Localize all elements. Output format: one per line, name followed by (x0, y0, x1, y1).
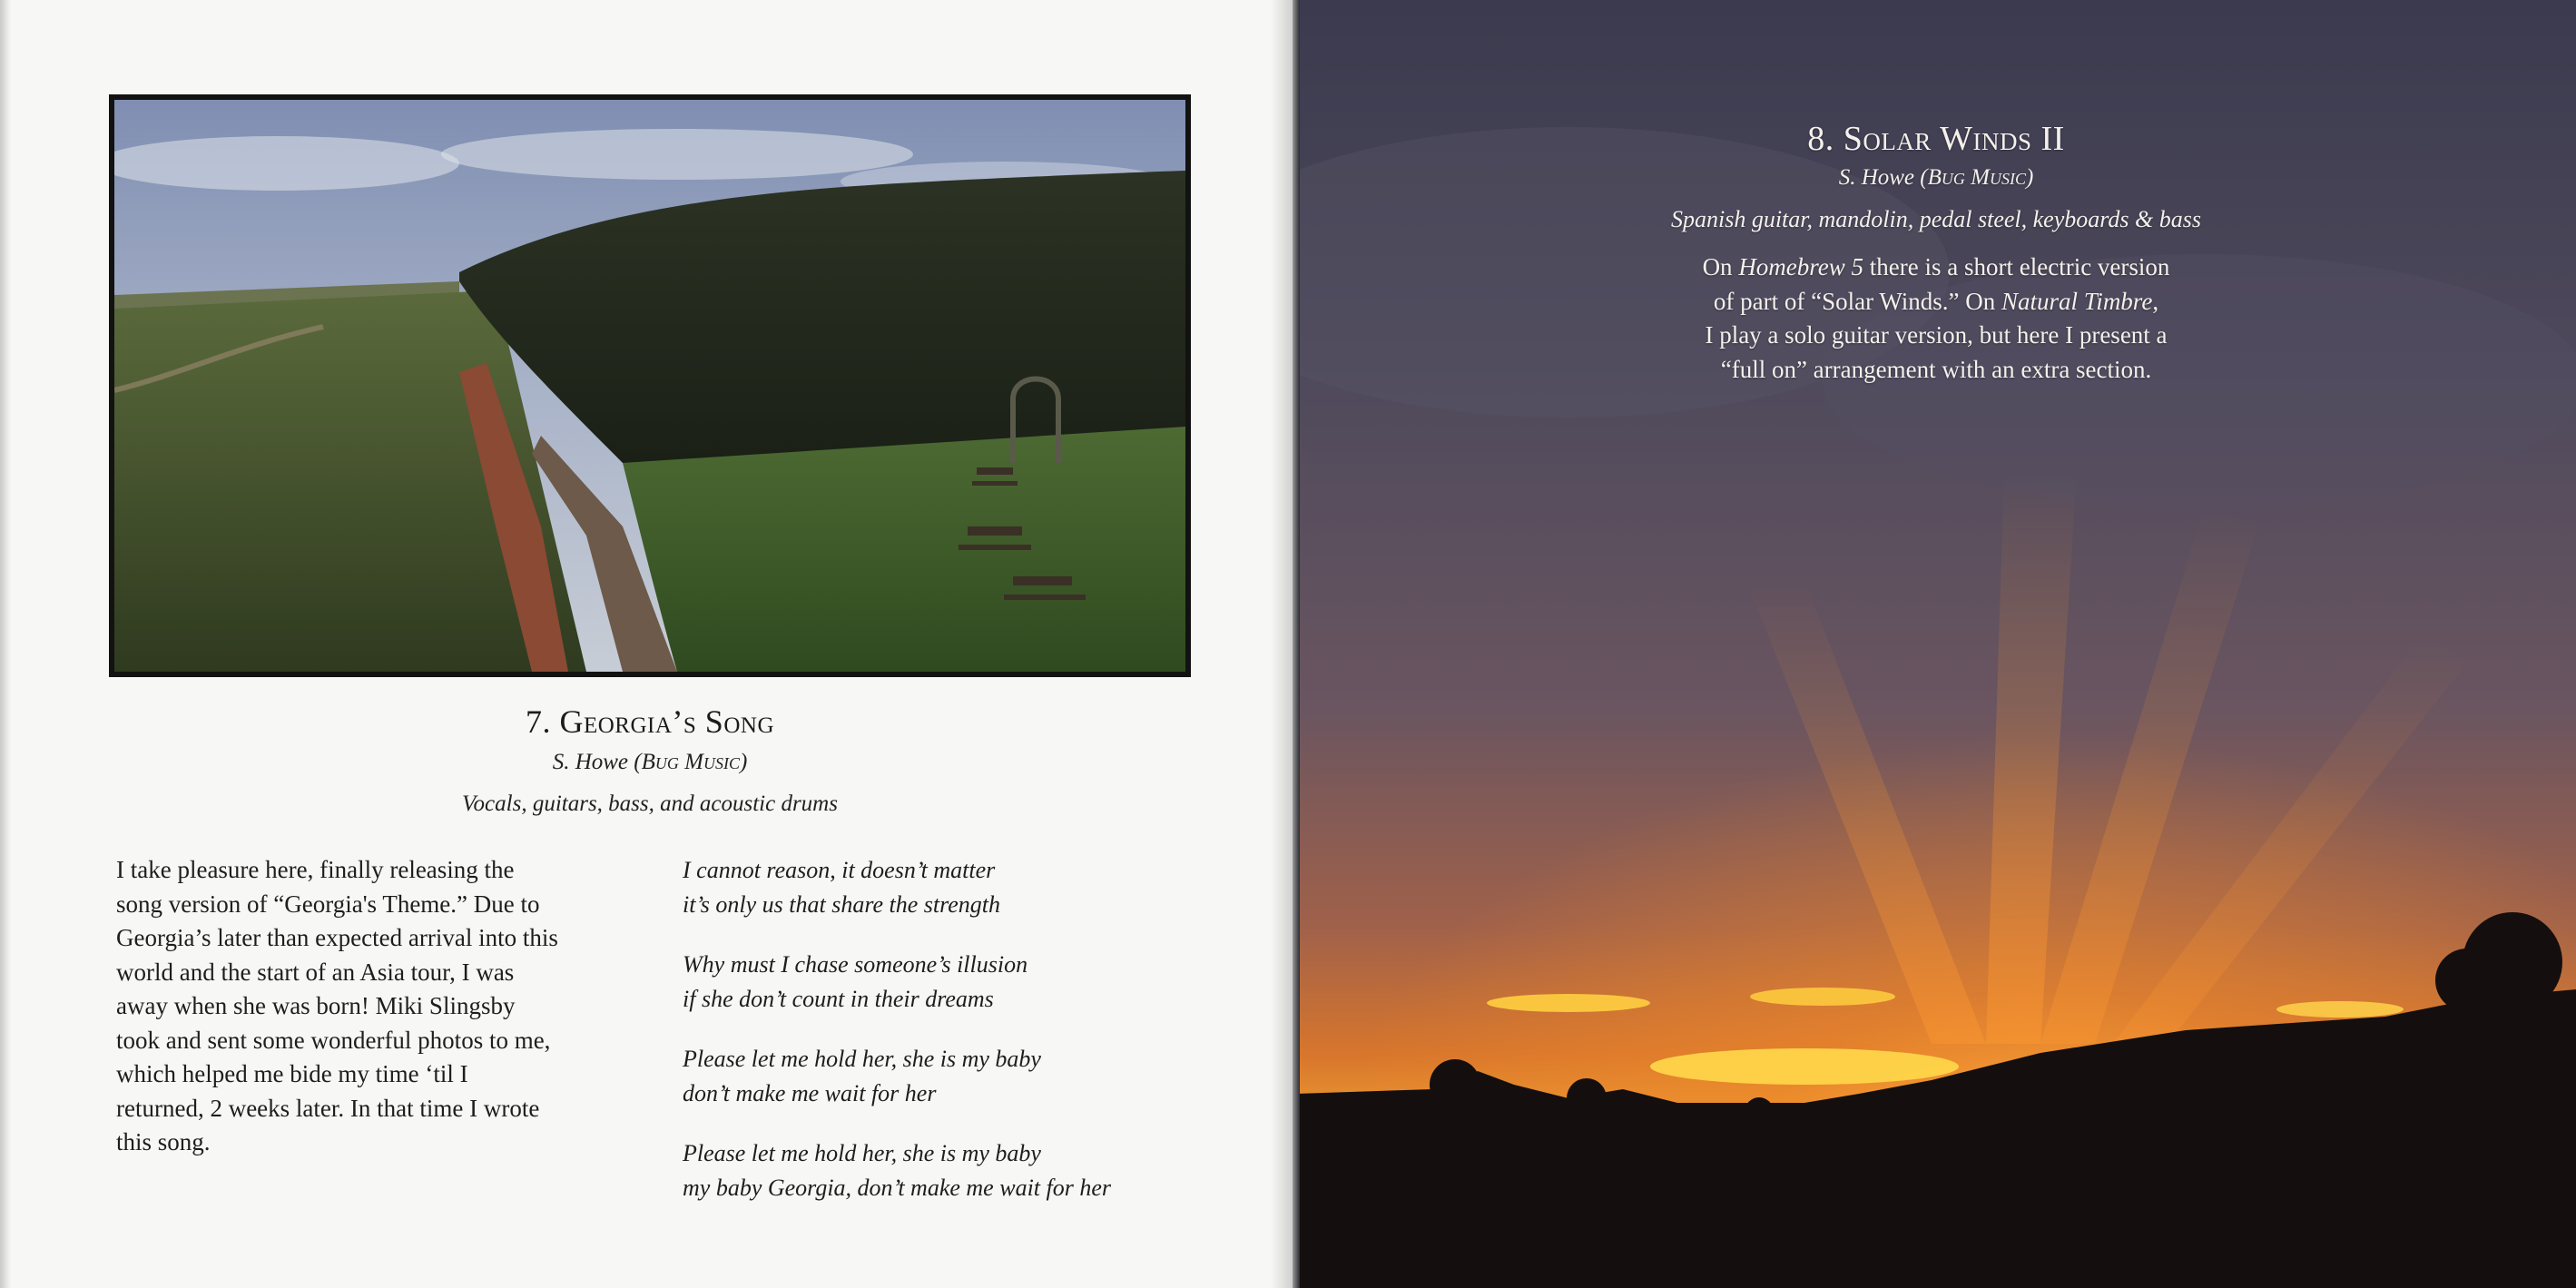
lyric-stanza (683, 1042, 1227, 1110)
lyric-line: my baby Georgia, don’t make me wait for her (683, 1174, 1112, 1201)
notes-line: this song. (116, 1128, 211, 1155)
publisher: Bug Music (1927, 165, 2026, 190)
song-credit: S. Howe (Bug Music) (1838, 165, 2034, 190)
song-title (1296, 116, 2576, 162)
lyric-stanza (683, 948, 1227, 1016)
song-credit: S. Howe (Bug Music) (552, 750, 748, 774)
notes-line (1296, 285, 2576, 320)
notes-text: , (2152, 287, 2159, 315)
song-title-text: Solar Winds II (1843, 120, 2065, 158)
composer: S. Howe (552, 750, 629, 774)
right-page (1296, 0, 2576, 1288)
song-number: 8. (1807, 120, 1834, 158)
notes-line: took and sent some wonderful photos to me, (116, 1026, 551, 1054)
lyric-line: it’s only us that share the strength (683, 890, 1001, 918)
lyric-line: Why must I chase someone’s illusion (683, 951, 1028, 978)
booklet-gutter (1293, 0, 1300, 1288)
notes-line: I take pleasure here, finally releasing the (116, 856, 515, 883)
page-edge-shadow (0, 0, 11, 1288)
song-title-text: Georgia’s Song (559, 703, 774, 740)
notes-line: world and the start of an Asia tour, I was (116, 958, 515, 986)
garden-photo-illustration (114, 100, 1185, 672)
lyric-line: don’t make me wait for her (683, 1079, 937, 1106)
notes-line (1296, 251, 2576, 285)
lyric-line: if she don’t count in their dreams (683, 985, 994, 1012)
lyric-line: I cannot reason, it doesn’t matter (683, 857, 996, 883)
song-notes (1296, 251, 2576, 387)
song-notes (116, 853, 652, 1160)
notes-text: there is a short electric version (1863, 253, 2170, 280)
album-title: Natural Timbre (2001, 287, 2153, 315)
solar-winds-text (1296, 116, 2576, 387)
lyric-line: Please let me hold her, she is my baby (683, 1046, 1041, 1072)
lyric-stanza (683, 1136, 1227, 1204)
notes-line: returned, 2 weeks later. In that time I wrote (116, 1094, 540, 1122)
notes-line: which helped me bide my time ‘til I (116, 1060, 468, 1087)
composer: S. Howe (1838, 165, 1915, 190)
song-instruments: Vocals, guitars, bass, and acoustic drums (462, 791, 838, 816)
song-number: 7. (525, 703, 551, 740)
garden-photo-frame (109, 94, 1191, 677)
garden-photo (114, 100, 1185, 672)
notes-line: Georgia’s later than expected arrival into this (116, 924, 558, 951)
song-instruments: Spanish guitar, mandolin, pedal steel, keyboards & bass (1670, 206, 2201, 232)
notes-text: of part of “Solar Winds.” On (1713, 287, 2002, 315)
song-title (109, 703, 1191, 741)
publisher: Bug Music (641, 750, 740, 774)
lyrics (683, 853, 1227, 1231)
lyric-stanza (683, 853, 1227, 921)
notes-line: “full on” arrangement with an extra section. (1720, 355, 2152, 383)
album-title: Homebrew 5 (1738, 253, 1864, 280)
lyric-line: Please let me hold her, she is my baby (683, 1140, 1041, 1166)
notes-line: I play a solo guitar version, but here I present a (1705, 321, 2168, 349)
notes-line: away when she was born! Miki Slingsby (116, 992, 516, 1019)
notes-text: On (1702, 253, 1739, 280)
notes-line: song version of “Georgia's Theme.” Due to (116, 890, 540, 918)
